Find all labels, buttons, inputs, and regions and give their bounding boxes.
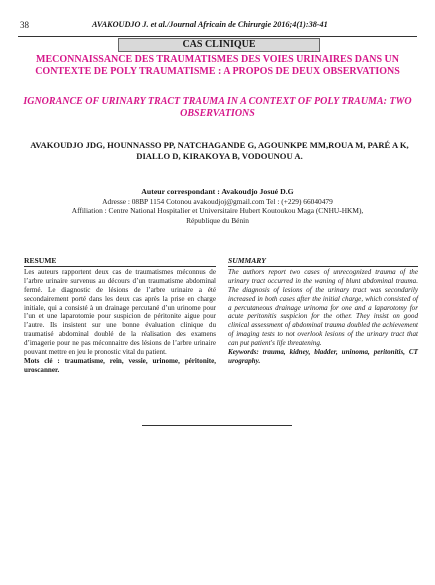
resume-heading: RESUME <box>24 257 216 267</box>
resume-column <box>24 257 216 375</box>
summary-heading: SUMMARY <box>228 257 418 267</box>
affiliation: Affiliation : Centre National Hospitalier et Universitaire Hubert Koutoukou Maga (CNHU-HKM), <box>71 206 364 215</box>
footer-rule <box>142 425 292 426</box>
country: République du Bénin <box>186 215 249 225</box>
title-french: MECONNAISSANCE DES TRAUMATISMES DES VOIES URINAIRES DANS UN CONTEXTE DE POLY TRAUMATISME : A PROPOS DE DEUX OBSERVATIONS <box>35 54 400 77</box>
address: Adresse : 08BP 1154 Cotonou avakoudjoj@gmail.com Tel : (+229) 66040479 <box>102 196 333 206</box>
summary-keywords-list: trauma, kidney, bladder, uninoma, peritonitis, CT urography. <box>228 348 418 365</box>
summary-column <box>228 257 418 366</box>
resume-keywords-label: Mots clé : <box>24 356 60 365</box>
resume-keywords <box>24 357 216 375</box>
summary-keywords <box>228 348 418 366</box>
summary-body: The authors report two cases of unrecognized trauma of the urinary tract occurred in the waning of blunt abdominal trauma. The diagnosis of lesions of the urinary tract was secondarily increased in both cases after the initial charge, which consisted of a percutaneous drainage urinoma for one and a laparotomy for acute peritonitis suspicion for the other. They insist on good clinical assessment of abdominal trauma doubled the achievement of imaging tests to not overlook lesions of the urinary tract that can put patient's life threatening. <box>228 267 418 348</box>
header-rule <box>18 36 417 37</box>
corresponding-author: Auteur correspondant : Avakoudjo Josué D.G <box>141 187 294 196</box>
correspondence-block <box>20 187 415 225</box>
author-list: AVAKOUDJO JDG, HOUNNASSO PP, NATCHAGANDE G, AGOUNKPE MM,ROUA M, PARÉ A K, DIALLO D, KIRAKOYA B, VODOUNOU A. <box>30 140 409 161</box>
page-number: 38 <box>20 20 29 30</box>
section-label: CAS CLINIQUE <box>118 38 320 52</box>
title-english: IGNORANCE OF URINARY TRACT TRAUMA IN A CONTEXT OF POLY TRAUMA: TWO OBSERVATIONS <box>23 96 412 119</box>
running-head: AVAKOUDJO J. et al./Journal Africain de Chirurgie 2016;4(1):38-41 <box>92 20 328 29</box>
summary-keywords-label: Keywords: <box>228 348 259 357</box>
resume-keywords-list: traumatisme, rein, vessie, urinome, péritonite, uroscanner. <box>24 356 217 374</box>
resume-body: Les auteurs rapportent deux cas de traumatismes méconnus de l’arbre urinaire survenus au décours d’un traumatisme abdominal fermé. Le diagnostic de lésions de l’arbre urinaire a été secondairement porté dans les deux cas après la prise en charge initiale, qui a consisté à un drainage percutané d’un urinome pour l’un et une laparotomie pour suspicion de péritonite aigue pour l’autre. Ils insistent sur une bonne évaluation clinique du traumatisé abdominal doublé de la réalisation des examens d’imagerie pour ne pas méconnaitre des lésions de l’arbre urinaire pouvant mettre en jeu le pronostic vital du patient. <box>24 267 216 357</box>
